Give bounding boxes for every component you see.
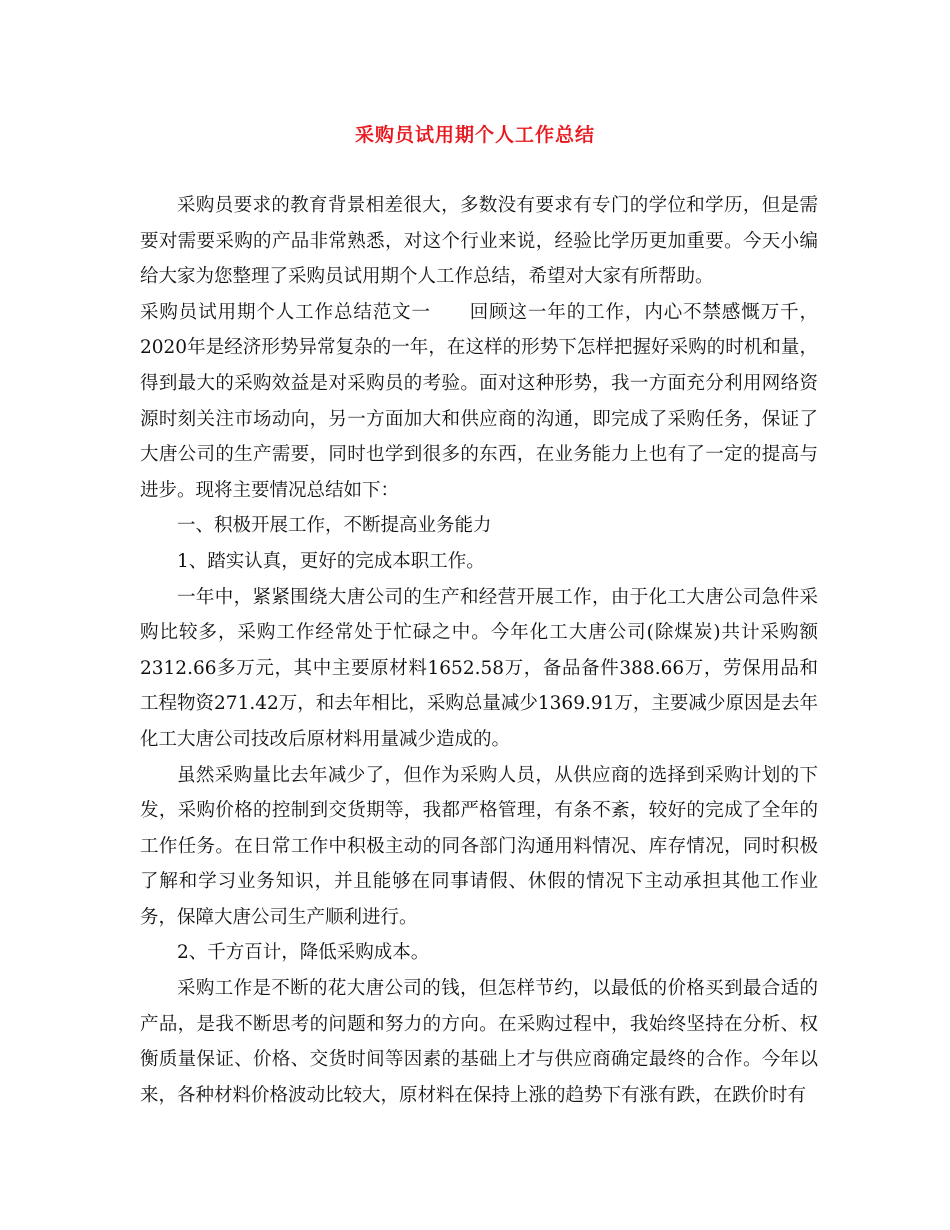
document-body [140, 188, 818, 1113]
paragraph-purchase-amount: 一年中，紧紧围绕大唐公司的生产和经营开展工作，由于化工大唐公司急件采购比较多，采购工作经常处于忙碌之中。今年化工大唐公司(除煤炭)共计采购额2312.66多万元，其中主要原材料1652.58万，备品备件388.66万，劳保用品和工程物资271.42万，和去年相比，采购总量减少1369.91万，主要减少原因是去年化工大唐公司技改后原材料用量减少造成的。 [140, 586, 818, 750]
section-heading-1: 一、积极开展工作，不断提高业务能力 [177, 515, 492, 537]
paragraph-cost-reduction: 采购工作是不断的花大唐公司的钱，但怎样节约，以最低的价格买到最合适的产品，是我不断思考的问题和努力的方向。在采购过程中，我始终坚持在分析、权衡质量保证、价格、交货时间等因素的基础上才与供应商确定最终的合作。今年以来，各种材料价格波动比较大，原材料在保持上涨的趋势下有涨有跌，在跌价时有 [140, 978, 818, 1106]
subsection-heading-1: 1、踏实认真，更好的完成本职工作。 [177, 550, 485, 572]
paragraph-management: 虽然采购量比去年减少了，但作为采购人员，从供应商的选择到采购计划的下发，采购价格的控制到交货期等，我都严格管理，有条不紊，较好的完成了全年的工作任务。在日常工作中积极主动的同各部门沟通用料情况、库存情况，同时积极了解和学习业务知识，并且能够在同事请假、休假的情况下主动承担其他工作业务，保障大唐公司生产顺利进行。 [140, 764, 818, 928]
paragraph-intro: 采购员要求的教育背景相差很大，多数没有要求有专门的学位和学历，但是需要对需要采购的产品非常熟悉，对这个行业来说，经验比学历更加重要。今天小编给大家为您整理了采购员试用期个人工作总结，希望对大家有所帮助。 [140, 195, 818, 288]
document-title: 采购员试用期个人工作总结 [354, 124, 595, 146]
subsection-heading-2: 2、千方百计，降低采购成本。 [177, 942, 430, 964]
paragraph-sample-heading: 采购员试用期个人工作总结范文一 回顾这一年的工作，内心不禁感慨万千，2020年是经济形势异常复杂的一年，在这样的形势下怎样把握好采购的时机和量，得到最大的采购效益是对采购员的考验。面对这种形势，我一方面充分利用网络资源时刻关注市场动向，另一方面加大和供应商的沟通，即完成了采购任务，保证了大唐公司的生产需要，同时也学到很多的东西，在业务能力上也有了一定的提高与进步。现将主要情况总结如下： [140, 301, 818, 501]
